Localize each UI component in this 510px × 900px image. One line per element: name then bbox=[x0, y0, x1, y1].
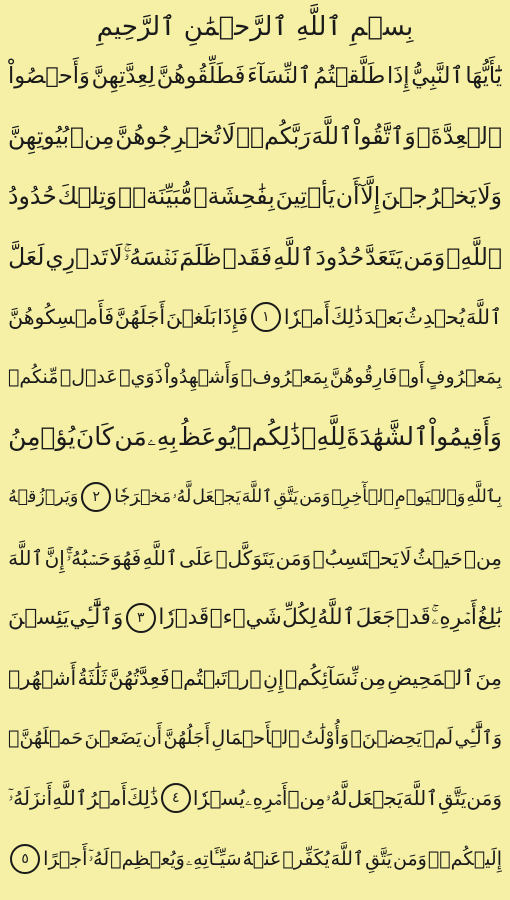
verse-word: كَانَ bbox=[75, 422, 114, 452]
verse-word: ٱلۡعِدَّةَۖ bbox=[416, 122, 502, 151]
verse-number-marker: ١ bbox=[251, 302, 281, 332]
verse-word: ٱلنَّبِيُّ bbox=[411, 63, 464, 90]
verse-word: لَهُۥٓ bbox=[88, 847, 110, 870]
verse-word: إِنَّ bbox=[44, 545, 65, 570]
verse-word: إِلَّآ bbox=[360, 182, 381, 211]
verse-word: فَطَلِّقُوهُنَّ bbox=[156, 63, 246, 90]
verse-word: وَمَن bbox=[403, 242, 446, 271]
verse-number-marker: ٢ bbox=[81, 482, 111, 512]
text-line bbox=[8, 46, 502, 106]
verse-word: ٱلشَّهَٰدَةَ bbox=[346, 422, 429, 452]
verse-word: يُسۡرٗا bbox=[192, 786, 245, 811]
verse-word: يُحۡدِثُ bbox=[403, 304, 466, 329]
verse-word: بِمَعۡرُوفٍ bbox=[425, 366, 502, 389]
verse-word: لَا bbox=[109, 242, 123, 271]
verse-word: ذَٰلِكُمۡ bbox=[236, 422, 301, 452]
text-line bbox=[8, 407, 502, 467]
verse-word: قَدۡ bbox=[396, 604, 431, 630]
verse-word: مِّنكُمۡ bbox=[8, 366, 59, 389]
verse-word: ٱللَّهَ bbox=[8, 545, 44, 570]
verse-word: بُيُوتِهِنَّ bbox=[8, 122, 70, 151]
verse-word: يَتَّقِ bbox=[365, 847, 392, 870]
verse-word: وَمَن bbox=[299, 487, 331, 508]
verse-word: وَٱتَّقُواْ bbox=[353, 122, 416, 151]
verse-word: يَضَعۡنَ bbox=[84, 727, 142, 750]
verse-word: لِكُلِّ bbox=[282, 604, 317, 630]
verse-word: ٱللَّهَ bbox=[241, 487, 273, 508]
verse-word: حُدُودُ bbox=[8, 182, 57, 211]
verse-word: يَتَّقِ bbox=[273, 487, 299, 508]
verse-word: بَعۡدَ bbox=[364, 304, 403, 329]
verse-word: أَجَلُهُنَّ bbox=[163, 727, 210, 750]
verse-word: لِعِدَّتِهِنَّ bbox=[91, 63, 155, 90]
text-line bbox=[8, 467, 502, 527]
verse-word: أَنزَلَهُۥٓ bbox=[8, 786, 53, 811]
verse-word: ٱرۡتَبۡتُمۡ bbox=[170, 665, 262, 690]
verse-word: مِنۢ bbox=[69, 122, 115, 151]
verse-word: يَحِضۡنَۚ bbox=[350, 727, 422, 750]
verse-word: يُكَفِّرۡ bbox=[282, 847, 330, 870]
verse-word: عَلَى bbox=[179, 545, 215, 570]
verse-word: أَجۡرًا bbox=[43, 847, 88, 870]
verse-word: حَسۡبُهُۥٓۚ bbox=[66, 545, 111, 570]
verse-word: فَارِقُوهُنَّ bbox=[329, 366, 398, 389]
verse-word: بَلَغۡنَ bbox=[166, 304, 217, 329]
verse-number-marker: ٥ bbox=[10, 844, 40, 874]
text-line bbox=[8, 708, 502, 768]
verse-word: بِٱللَّهِ bbox=[466, 487, 502, 508]
verse-word: وَأُوْلَٰتُ bbox=[300, 727, 350, 750]
verse-word: أَن bbox=[142, 727, 162, 750]
verse-word: ٱللَّهُ bbox=[317, 604, 356, 630]
verse-word: أَوۡ bbox=[398, 366, 425, 389]
verse-word: مَن bbox=[114, 422, 147, 452]
verse-word: أَمۡرِهِۦ bbox=[244, 786, 288, 811]
verse-word: ٱلۡأَحۡمَالِ bbox=[211, 727, 300, 750]
verse-word: ذَوَيۡ bbox=[119, 366, 164, 389]
verse-word: نِّسَآئِكُمۡ bbox=[284, 665, 359, 690]
verse-word: يَحۡتَسِبُۚ bbox=[312, 545, 399, 570]
verse-word: وَٱلَّٰٓـِٔي bbox=[454, 727, 502, 750]
text-line bbox=[8, 227, 502, 287]
text-line bbox=[8, 287, 502, 347]
verse-word: حَمۡلَهُنَّۚ bbox=[8, 727, 84, 750]
verse-word: وَأَشۡهِدُواْ bbox=[164, 366, 240, 389]
verse-word: إِلَيۡكُمۡۚ bbox=[427, 847, 502, 870]
verse-number-marker: ٣ bbox=[126, 603, 156, 633]
text-line bbox=[8, 768, 502, 828]
verse-word: مِنَ bbox=[475, 665, 502, 690]
verse-word: إِنِ bbox=[262, 665, 284, 690]
verse-word: بِمَعۡرُوفٖ bbox=[240, 366, 329, 389]
verse-word: سَيِّـَٔاتِهِۦ bbox=[185, 847, 242, 870]
verse-word: ٱللَّهِ bbox=[52, 786, 88, 811]
verse-word: يَتَوَكَّلۡ bbox=[215, 545, 275, 570]
verse-word: بَٰلِغُ bbox=[477, 604, 502, 630]
verse-number-marker: ٤ bbox=[161, 783, 191, 813]
verse-word: حُدُودَ bbox=[315, 242, 365, 271]
verse-word: أَشۡهُرٖ bbox=[8, 665, 77, 690]
verse-word: وَيُعۡظِمۡ bbox=[110, 847, 185, 870]
text-line bbox=[8, 648, 502, 708]
verse-word: فَقَدۡ bbox=[222, 242, 273, 271]
text-line bbox=[8, 106, 502, 166]
verse-word: تُخۡرِجُوهُنَّ bbox=[115, 122, 221, 151]
verse-word: وَمَن bbox=[392, 847, 427, 870]
verse-word: وَلَا bbox=[477, 182, 502, 211]
verse-word: يَخۡرُجۡنَ bbox=[381, 182, 477, 211]
verse-word: لَعَلَّ bbox=[8, 242, 45, 271]
verse-word: ٱللَّهِ bbox=[273, 242, 315, 271]
verse-lines bbox=[8, 46, 502, 889]
verse-word: بِهِۦ bbox=[147, 422, 178, 452]
verse-word: فَعِدَّتُهُنَّ bbox=[108, 665, 170, 690]
verse-word: وَأَحۡصُواْ bbox=[8, 63, 90, 90]
verse-word: قَدۡرٗا bbox=[158, 604, 210, 630]
verse-word: ٱلۡأٓخِرِۚ bbox=[331, 487, 394, 508]
verse-word: ٱللَّهَ bbox=[330, 847, 365, 870]
verse-word: لَا bbox=[399, 545, 412, 570]
verse-word: أَمۡرٗا bbox=[283, 304, 330, 329]
verse-word: فَأَمۡسِكُوهُنَّ bbox=[8, 304, 115, 329]
verse-word: أَجَلَهُنَّ bbox=[114, 304, 166, 329]
verse-word: ٱلنِّسَآءَ bbox=[247, 63, 312, 90]
verse-word: ثَلَٰثَةُ bbox=[77, 665, 108, 690]
verse-word: جَعَلَ bbox=[355, 604, 396, 630]
verse-word: فَإِذَا bbox=[217, 304, 249, 329]
verse-word: عَدۡلٖ bbox=[59, 366, 118, 389]
verse-word: لَا bbox=[221, 122, 236, 151]
verse-word: ٱلۡمَحِيضِ bbox=[387, 665, 475, 690]
verse-word: ذَٰلِكَ bbox=[126, 786, 159, 811]
verse-word: شَيۡءٖ bbox=[209, 604, 282, 630]
verse-word: بِفَٰحِشَةٖ bbox=[193, 182, 275, 211]
text-line bbox=[8, 528, 502, 588]
verse-word: إِذَا bbox=[386, 63, 410, 90]
verse-word: وَٱلۡيَوۡمِ bbox=[394, 487, 466, 508]
verse-word: وَمَن bbox=[466, 786, 502, 811]
verse-word: لَمۡ bbox=[423, 727, 454, 750]
verse-word: لَّهُۥ bbox=[325, 786, 348, 811]
verse-word: طَلَّقۡتُمُ bbox=[313, 63, 386, 90]
verse-word: مِن bbox=[359, 665, 386, 690]
verse-word: مِنۡ bbox=[287, 786, 326, 811]
verse-word: مَخۡرَجٗا bbox=[114, 487, 172, 508]
verse-word: أَن bbox=[335, 182, 360, 211]
verse-word: تَدۡرِي bbox=[45, 242, 109, 271]
verse-word: ٱللَّهَ bbox=[465, 304, 502, 329]
verse-word: لَّهُۥ bbox=[172, 487, 192, 508]
text-line bbox=[8, 166, 502, 226]
verse-word: عَنۡهُ bbox=[242, 847, 282, 870]
verse-word: وَتِلۡكَ bbox=[57, 182, 118, 211]
verse-word: حَيۡثُ bbox=[412, 545, 463, 570]
verse-word: يَجۡعَل bbox=[192, 487, 241, 508]
verse-word: ٱللَّهِۚ bbox=[446, 242, 502, 271]
verse-word: يَتَّقِ bbox=[438, 786, 467, 811]
verse-word: لِلَّهِۚ bbox=[301, 422, 346, 452]
verse-word: ٱللَّهَ bbox=[311, 122, 353, 151]
verse-word: ٱللَّهَ bbox=[402, 786, 438, 811]
verse-word: ذَٰلِكَ bbox=[330, 304, 364, 329]
basmala: بِسۡمِ ٱللَّهِ ٱلرَّحۡمَٰنِ ٱلرَّحِيمِ bbox=[96, 12, 414, 42]
verse-word: وَيَرۡزُقۡهُ bbox=[8, 487, 79, 508]
text-line bbox=[8, 588, 502, 648]
verse-word: رَبَّكُمۡۖ bbox=[235, 122, 311, 151]
verse-word: أَمۡرُ bbox=[87, 786, 127, 811]
verse-word: يَأۡتِينَ bbox=[275, 182, 335, 211]
verse-word: أَمۡرِهِۦۚ bbox=[431, 604, 477, 630]
verse-word: يَٰٓأَيُّهَا bbox=[465, 63, 502, 90]
verse-word: يَجۡعَل bbox=[347, 786, 403, 811]
text-line bbox=[8, 347, 502, 407]
verse-word: يَتَعَدَّ bbox=[365, 242, 403, 271]
verse-word: مِنۡ bbox=[464, 545, 502, 570]
verse-word: ظَلَمَ bbox=[179, 242, 222, 271]
verse-word: ٱللَّهِ bbox=[142, 545, 178, 570]
verse-word: نَفۡسَهُۥۚ bbox=[123, 242, 179, 271]
verse-word: يُوعَظُ bbox=[177, 422, 237, 452]
verse-word: يَئِسۡنَ bbox=[8, 604, 69, 630]
text-line bbox=[8, 828, 502, 888]
verse-word: مُّبَيِّنَةٖۚ bbox=[117, 182, 193, 211]
verse-word: فَهُوَ bbox=[112, 545, 142, 570]
verse-word: وَٱلَّٰٓـِٔي bbox=[69, 604, 124, 630]
verse-word: وَأَقِيمُواْ bbox=[429, 422, 502, 452]
verse-word: يُؤۡمِنُ bbox=[8, 422, 76, 452]
verse-word: وَمَن bbox=[275, 545, 312, 570]
